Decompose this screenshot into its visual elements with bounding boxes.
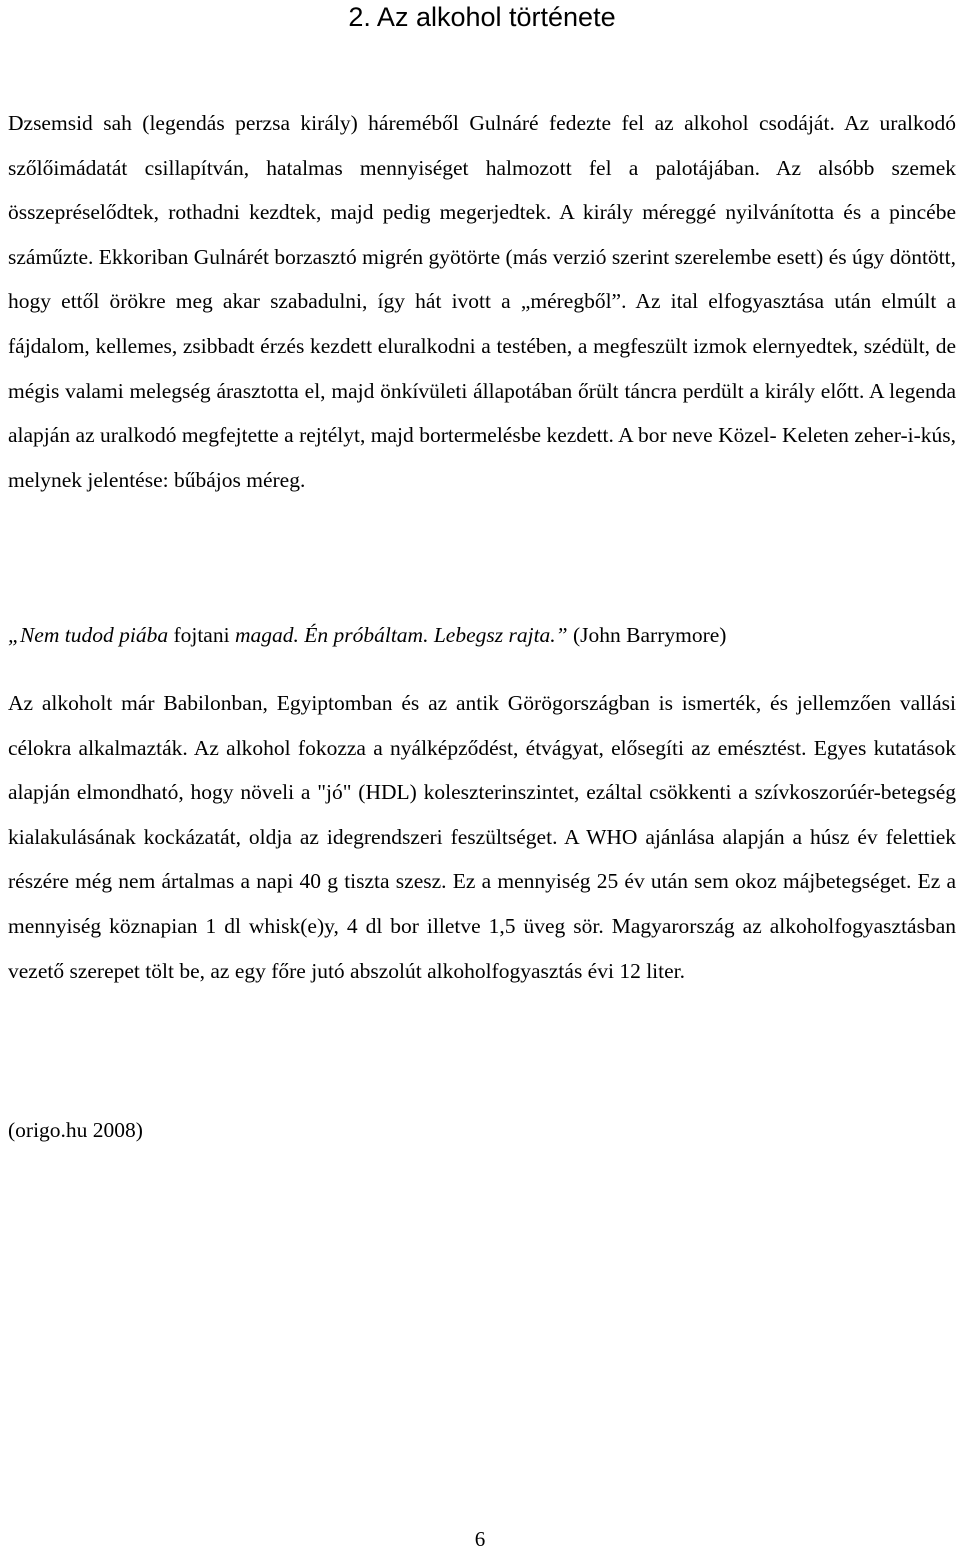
quote-close-mark: ” — [555, 623, 568, 647]
paragraph-history-health: Az alkoholt már Babilonban, Egyiptomban és az antik Görögországban is ismerték, és jellemzően vallási célokra alkalmazták. Az alkohol fokozza a nyálképződést, étvágyat, elősegíti az emésztést. Egyes kutatások alapján elmondható, hogy növeli a "jó" (HDL) koleszterinszintet, ezáltal csökkenti a szívkoszorúér-betegség kialakulásának kockázatát, oldja az idegrendszeri feszültséget. A WHO ajánlása alapján a húsz év felettiek részére még nem ártalmas a napi 40 g tiszta szesz. Ez a mennyiség 25 év után sem okoz májbetegséget. Ez a mennyiség köznapian 1 dl whisk(e)y, 4 dl bor illetve 1,5 üveg sör. Magyarország az alkoholfogyasztásban vezető szerepet tölt be, az egy főre jutó abszolút alkoholfogyasztás évi 12 liter. — [8, 691, 956, 983]
page-number: 6 — [474, 1527, 486, 1551]
quote-text-part1: Nem tudod piába — [19, 623, 169, 647]
source-citation: (origo.hu 2008) — [8, 1118, 143, 1142]
quote-text-part2: fojtani — [168, 623, 235, 647]
document-page — [8, 0, 956, 1142]
quote-attribution: (John Barrymore) — [567, 623, 727, 647]
paragraph-legend: Dzsemsid sah (legendás perzsa király) háreméből Gulnáré fedezte fel az alkohol csodáját. Az uralkodó szőlőimádatát csillapítván, hatalmas mennyiséget halmozott fel a palotájában. Az alsóbb szemek összepréselődtek, rothadni kezdtek, majd pedig megerjedtek. A király méreggé nyilvánította és a pincébe száműzte. Ekkoriban Gulnárét borzasztó migrén gyötörte (más verzió szerint szerelembe esett) és úgy döntött, hogy ettől örökre meg akar szabadulni, így hát ivott a „méregből”. Az ital elfogyasztása után elmúlt a fájdalom, kellemes, zsibbadt érzés kezdett eluralkodni a testében, a megfeszült izmok elernyedtek, szédült, de mégis valami melegség árasztotta el, majd önkívületi állapotában őrült táncra perdült a király előtt. A legenda alapján az uralkodó megfejtette a rejtélyt, majd bortermelésbe kezdett. A bor neve Közel- Keleten zeher-i-kús, melynek jelentése: bűbájos méreg. — [8, 111, 956, 492]
quote-open-mark: „ — [8, 623, 20, 647]
section-heading: 2. Az alkohol története — [348, 2, 616, 32]
quote-line — [8, 613, 956, 657]
quote-text-part3: magad. Én próbáltam. Lebegsz rajta. — [234, 623, 556, 647]
